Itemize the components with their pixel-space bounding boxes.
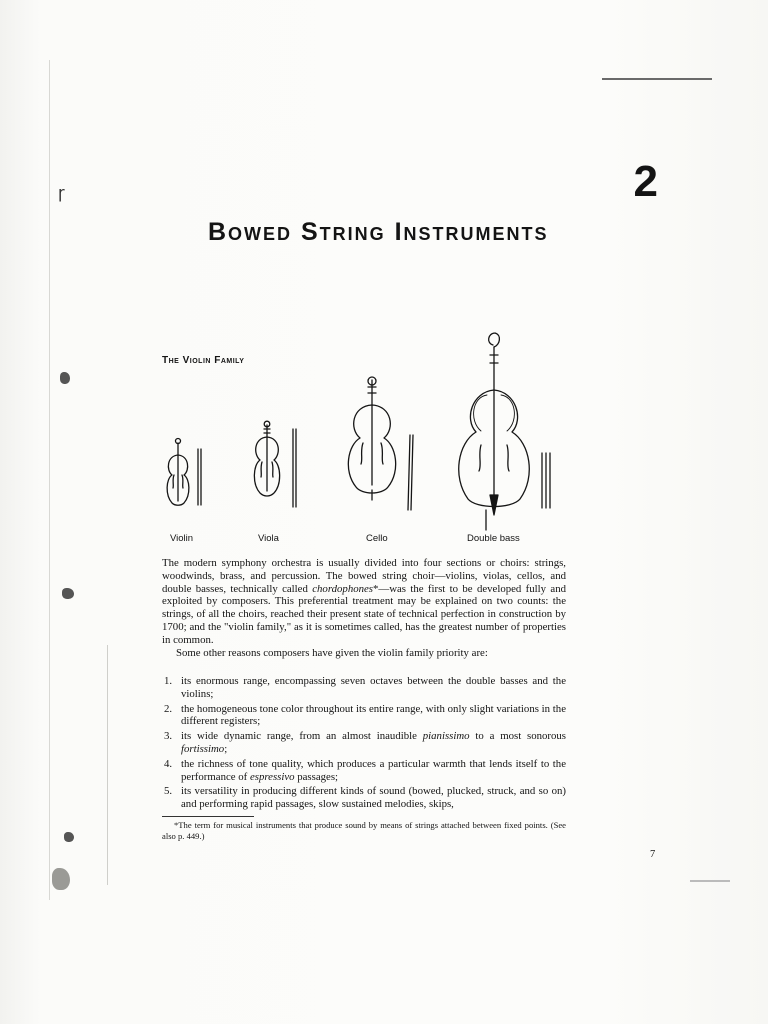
list-text: passages; — [294, 770, 339, 783]
term-pianissimo: pianissimo — [422, 730, 470, 743]
list-item — [162, 703, 566, 729]
binding-shadow-lower — [107, 645, 108, 885]
list-text: the homogeneous tone color throughout its entire range, with only slight variations in the different registers; — [181, 702, 566, 728]
ink-blot — [62, 588, 74, 599]
scan-smudge — [690, 880, 730, 882]
term-espressivo: espressivo — [249, 770, 295, 783]
scan-mark: ɼ — [58, 183, 65, 202]
list-text: ; — [224, 742, 228, 755]
list-text: the richness of tone quality, which produces a particular warmth that lends itself to the performance of — [181, 757, 566, 783]
viola-drawing — [254, 421, 296, 507]
cello-drawing — [348, 377, 413, 510]
double-bass-drawing — [459, 333, 550, 530]
ink-blot — [52, 868, 70, 890]
list-number: 2. — [164, 702, 173, 715]
figure-title: The Violin Family — [162, 355, 245, 366]
paragraph-text: The modern symphony orchestra is usually divided into four sections or choirs: strings, woodwinds, brass, and percussion. The bowed string choir—violins, violas, cellos, and double basses, technically called — [162, 557, 566, 595]
binding-shadow — [49, 60, 50, 900]
footnote-text: *The term for musical instruments that produce sound by means of strings attached between fixed points. (See also p. 449.) — [162, 820, 566, 841]
list-text: its wide dynamic range, from an almost inaudible — [181, 730, 423, 743]
body-text — [162, 557, 566, 659]
violin-drawing — [167, 439, 201, 506]
list-item — [162, 675, 566, 701]
paragraph-text: *—was the first to be developed fully and exploited by composers. This preferential treatment may be explained on two counts: the strings, of all the choirs, reached their present state of technical perfection in construction by 1700; and the "violin family," as it is sometimes called, has the greatest number of properties in common. — [162, 582, 567, 646]
list-text: its enormous range, encompassing seven octaves between the double basses and the violins; — [181, 675, 566, 700]
page-number: 7 — [650, 849, 656, 860]
label-viola: Viola — [258, 533, 279, 544]
ink-blot — [60, 372, 70, 384]
paragraph-reasons-intro: Some other reasons composers have given the violin family priority are: — [176, 646, 488, 659]
label-double-bass: Double bass — [467, 533, 520, 544]
list-text: to a most sonorous — [469, 730, 567, 743]
top-rule — [602, 78, 712, 80]
violin-family-illustration — [150, 325, 570, 535]
list-number: 4. — [164, 757, 173, 770]
list-item — [162, 758, 566, 784]
chapter-title: Bowed String Instruments — [208, 218, 549, 246]
term-fortissimo: fortissimo — [181, 742, 225, 755]
ink-blot — [64, 832, 74, 842]
list-item — [162, 730, 566, 756]
chapter-number: 2 — [633, 157, 658, 206]
reasons-list — [162, 675, 566, 813]
list-item — [162, 785, 566, 811]
list-text: its versatility in producing different kinds of sound (bowed, plucked, struck, and so on) and performing rapid passages, slow sustained melodies, skips, — [181, 785, 566, 811]
label-cello: Cello — [366, 533, 388, 544]
footnote — [162, 820, 566, 842]
label-violin: Violin — [170, 533, 194, 544]
list-number: 5. — [164, 785, 173, 798]
term-chordophones: chordophones — [312, 582, 374, 595]
list-number: 3. — [164, 730, 173, 743]
paragraph-intro — [162, 557, 566, 647]
list-number: 1. — [164, 675, 173, 687]
footnote-rule — [162, 816, 254, 817]
